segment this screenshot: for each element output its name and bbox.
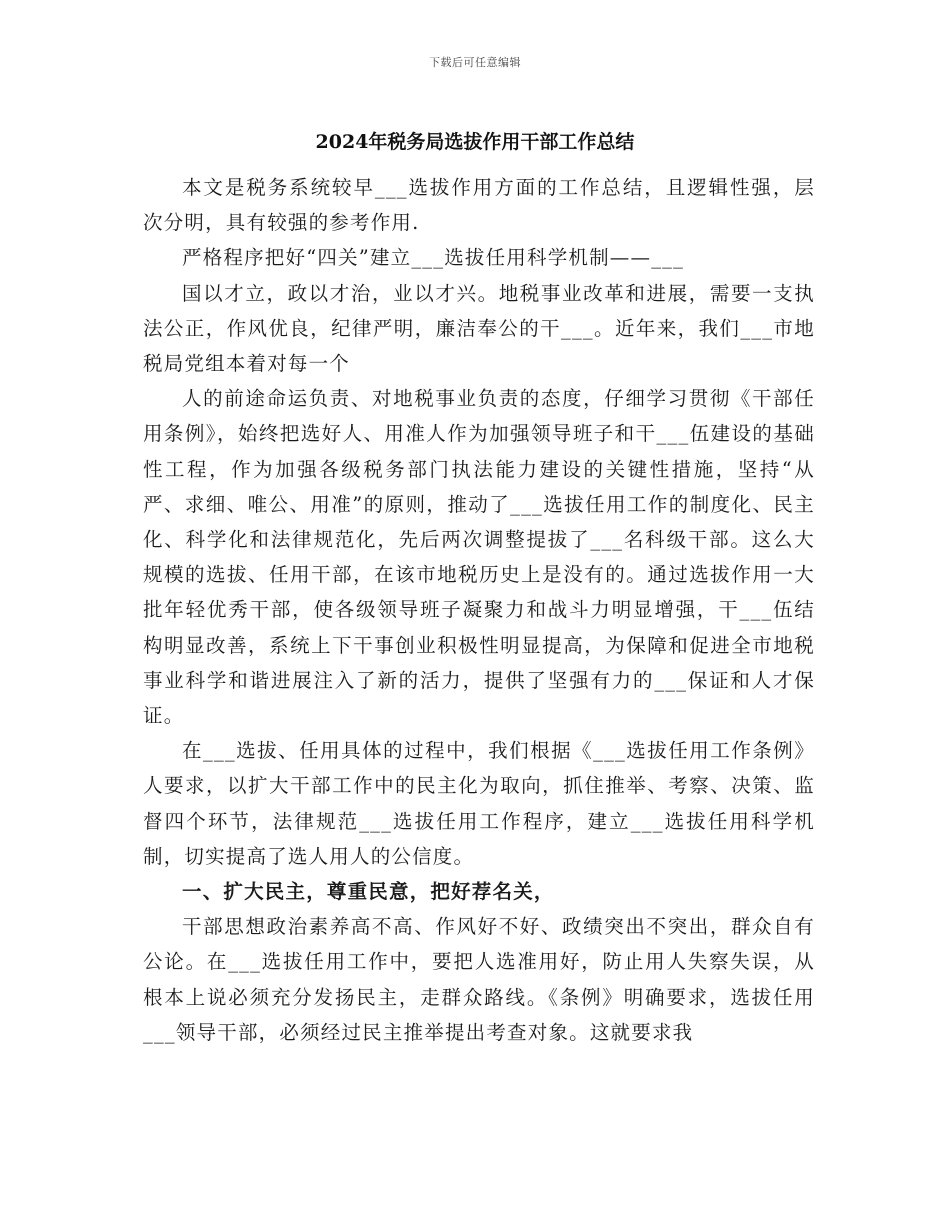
paragraph: 干部思想政治素养高不高、作风好不好、政绩突出不突出，群众自有公论。在___选拔任用工作中，要把人选准用好，防止用人失察失误，从根本上说必须充分发扬民主，走群众路线。《条例》明确要求，选拔任用___领导干部，必须经过民主推举提出考查对象。这就要求我 (143, 915, 815, 1044)
paragraph: 在___选拔、任用具体的过程中，我们根据《___选拔任用工作条例》人要求，以扩大干部工作中的民主化为取向，抓住推举、考察、决策、监督四个环节，法律规范___选拔任用工作程序，建立___选拔任用科学机制，切实提高了选人用人的公信度。 (143, 739, 815, 868)
paragraph-subtitle: 严格程序把好“四关”建立___选拔任用科学机制——___ (182, 246, 685, 270)
document-body (143, 170, 815, 1050)
paragraph: 人的前途命运负责、对地税事业负责的态度，仔细学习贯彻《干部任用条例》，始终把选好人、用准人作为加强领导班子和干___伍建设的基础性工程，作为加强各级税务部门执法能力建设的关键性措施，坚持“从严、求细、唯公、用准”的原则，推动了___选拔任用工作的制度化、民主化、科学化和法律规范化，先后两次调整提拔了___名科级干部。这么大规模的选拔、任用干部，在该市地税历史上是没有的。通过选拔作用一大批年轻优秀干部，使各级领导班子凝聚力和战斗力明显增强，干___伍结构明显改善，系统上下干事创业积极性明显提高，为保障和促进全市地税事业科学和谐进展注入了新的活力，提供了坚强有力的___保证和人才保证。 (143, 387, 815, 728)
header-note: 下载后可任意编辑 (429, 56, 521, 69)
paragraph-intro: 本文是税务系统较早___选拔作用方面的工作总结，且逻辑性强，层次分明，具有较强的参考作用. (143, 176, 815, 235)
document-title: 2024年税务局选拔作用干部工作总结 (315, 131, 635, 153)
paragraph: 国以才立，政以才治，业以才兴。地税事业改革和进展，需要一支执法公正，作风优良，纪律严明，廉洁奉公的干___。近年来，我们___市地税局党组本着对每一个 (143, 281, 815, 376)
section-heading: 一、扩大民主，尊重民意，把好荐名关， (182, 880, 555, 904)
